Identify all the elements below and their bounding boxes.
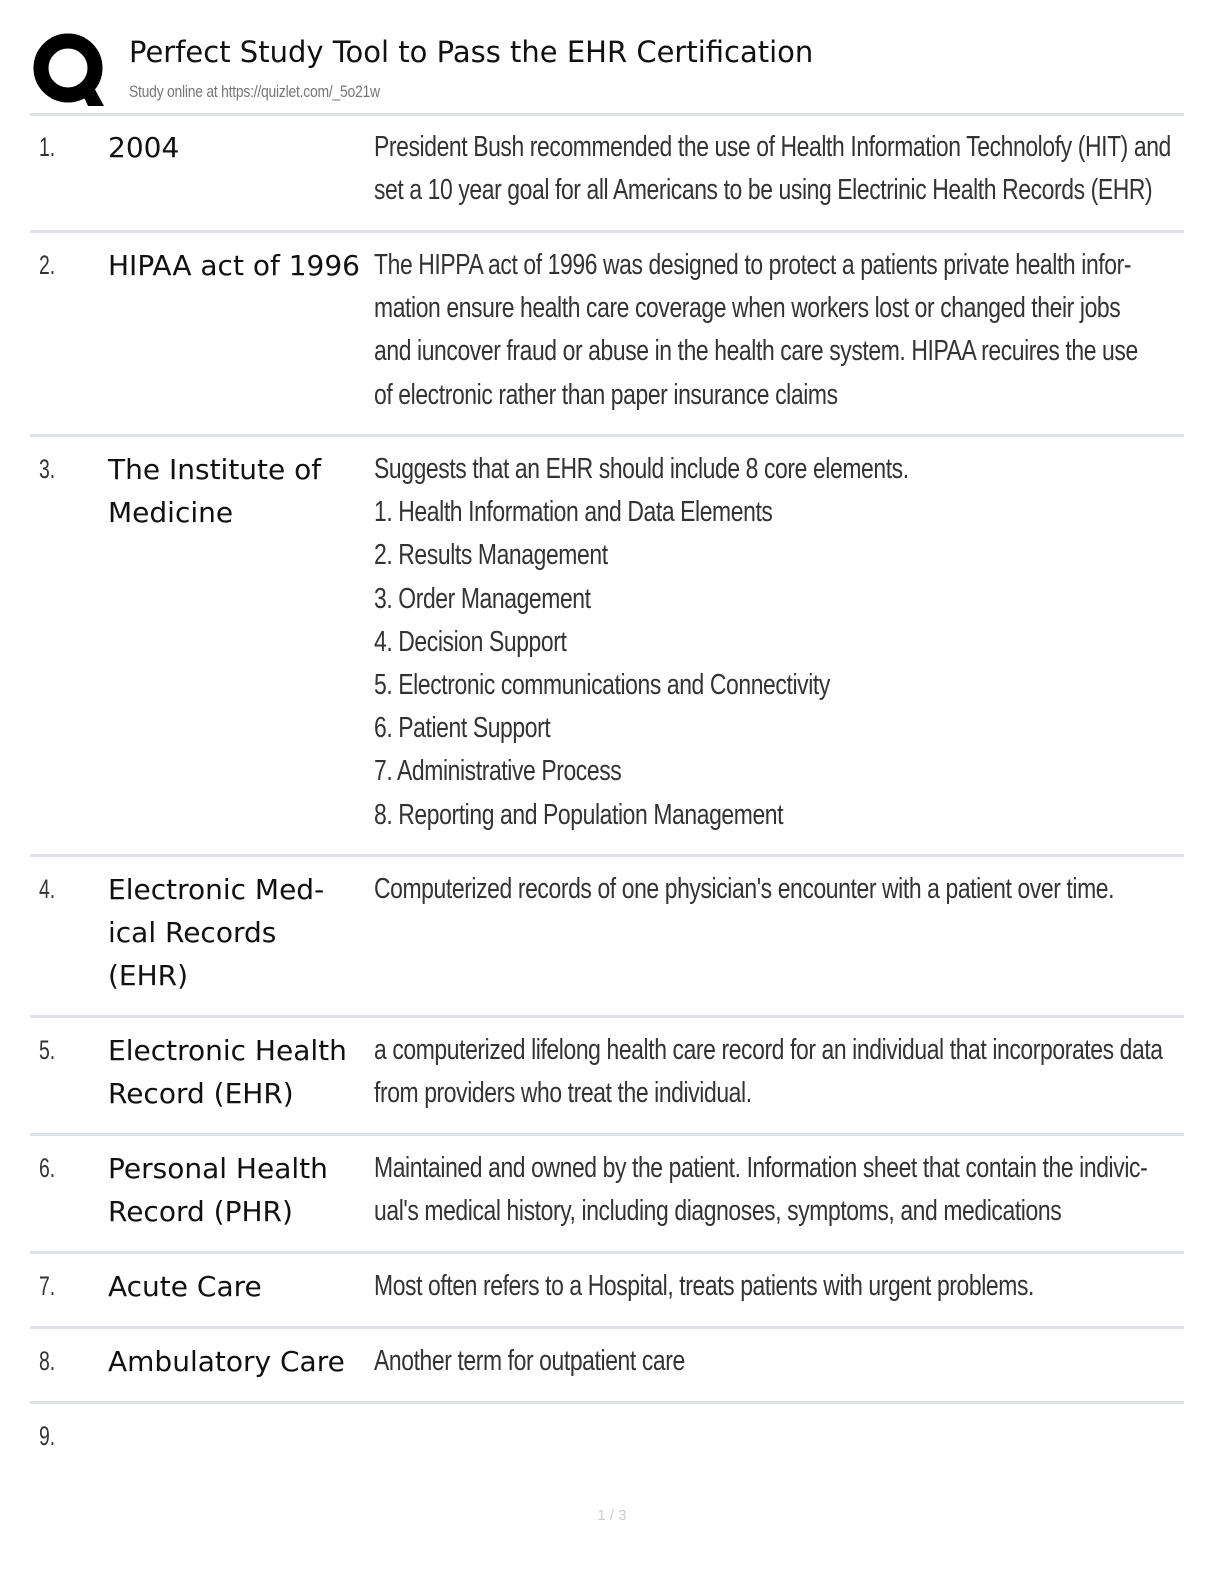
- card-number: 2.: [39, 250, 56, 280]
- definition-line: Another term for outpatient care: [374, 1345, 685, 1377]
- divider: [30, 1133, 1184, 1136]
- divider: [30, 1326, 1184, 1329]
- card-definition: [374, 448, 1164, 837]
- divider: [30, 113, 1184, 116]
- divider: [30, 854, 1184, 857]
- card-term: Personal Health Record (PHR): [108, 1152, 328, 1228]
- page-header: [30, 30, 1184, 114]
- definition-line: 6. Patient Support: [374, 712, 551, 745]
- card-number: 7.: [39, 1271, 56, 1301]
- definition-line: President Bush recommended the use of Health Information Technolofy (HIT) and: [374, 131, 1171, 163]
- divider: [30, 1251, 1184, 1254]
- card-term: Electronic Health Record (EHR): [108, 1034, 347, 1110]
- card-term: Acute Care: [108, 1270, 262, 1303]
- card-number: 6.: [39, 1153, 56, 1183]
- definition-line: and iuncover fraud or abuse in the health care system. HIPAA recuires the use: [374, 335, 1138, 368]
- definition-line: mation ensure health care coverage when workers lost or changed their jobs: [374, 292, 1121, 325]
- card-term: The Institute of Medicine: [108, 453, 322, 529]
- definition-line: 4. Decision Support: [374, 625, 567, 658]
- card-definition: [374, 868, 1164, 911]
- card-term: 2004: [108, 131, 180, 164]
- divider: [30, 230, 1184, 233]
- definition-line: 8. Reporting and Population Management: [374, 798, 784, 831]
- card-number: 5.: [39, 1035, 56, 1065]
- definition-line: The HIPPA act of 1996 was designed to protect a patients private health infor-: [374, 249, 1132, 281]
- card-number: 3.: [39, 454, 56, 484]
- card-number: 4.: [39, 874, 56, 904]
- card-definition: [374, 1029, 1164, 1115]
- definition-line: 7. Administrative Process: [374, 755, 622, 788]
- definition-line: 3. Order Management: [374, 582, 591, 615]
- card-number: 9.: [39, 1421, 56, 1451]
- definition-line: of electronic rather than paper insurance claims: [374, 378, 838, 411]
- divider: [30, 1015, 1184, 1018]
- card-number: 8.: [39, 1346, 56, 1376]
- card-definition: [374, 244, 1164, 417]
- card-number: 1.: [39, 132, 56, 162]
- study-online-link[interactable]: Study online at https://quizlet.com/_5o21w: [129, 82, 380, 101]
- definition-line: set a 10 year goal for all Americans to be using Electrinic Health Records (EHR): [374, 174, 1153, 207]
- page-title: Perfect Study Tool to Pass the EHR Certification: [129, 35, 814, 69]
- definition-line: 2. Results Management: [374, 539, 608, 572]
- quizlet-q-logo-icon: [32, 32, 108, 108]
- definition-line: ual's medical history, including diagnoses, symptoms, and medications: [374, 1195, 1062, 1228]
- card-term: HIPAA act of 1996: [108, 249, 360, 282]
- card-definition: [374, 126, 1171, 212]
- definition-line: Maintained and owned by the patient. Information sheet that contain the indivic-: [374, 1152, 1148, 1184]
- definition-line: 5. Electronic communications and Connectivity: [374, 669, 830, 702]
- definition-line: a computerized lifelong health care record for an individual that incorporates data: [374, 1034, 1163, 1066]
- definition-line: from providers who treat the individual.: [374, 1077, 752, 1110]
- definition-line: Computerized records of one physician's encounter with a patient over time.: [374, 873, 1115, 905]
- card-term: Ambulatory Care: [108, 1345, 345, 1378]
- definition-line: 1. Health Information and Data Elements: [374, 496, 773, 529]
- divider: [30, 1401, 1184, 1404]
- card-definition: [374, 1265, 1164, 1308]
- card-definition: [374, 1147, 1164, 1233]
- definition-line: Suggests that an EHR should include 8 core elements.: [374, 453, 909, 485]
- card-term: Electronic Med- ical Records (EHR): [108, 873, 325, 992]
- divider: [30, 434, 1184, 437]
- card-definition: [374, 1340, 1164, 1383]
- definition-line: Most often refers to a Hospital, treats patients with urgent problems.: [374, 1270, 1034, 1302]
- page-indicator: 1 / 3: [597, 1507, 627, 1524]
